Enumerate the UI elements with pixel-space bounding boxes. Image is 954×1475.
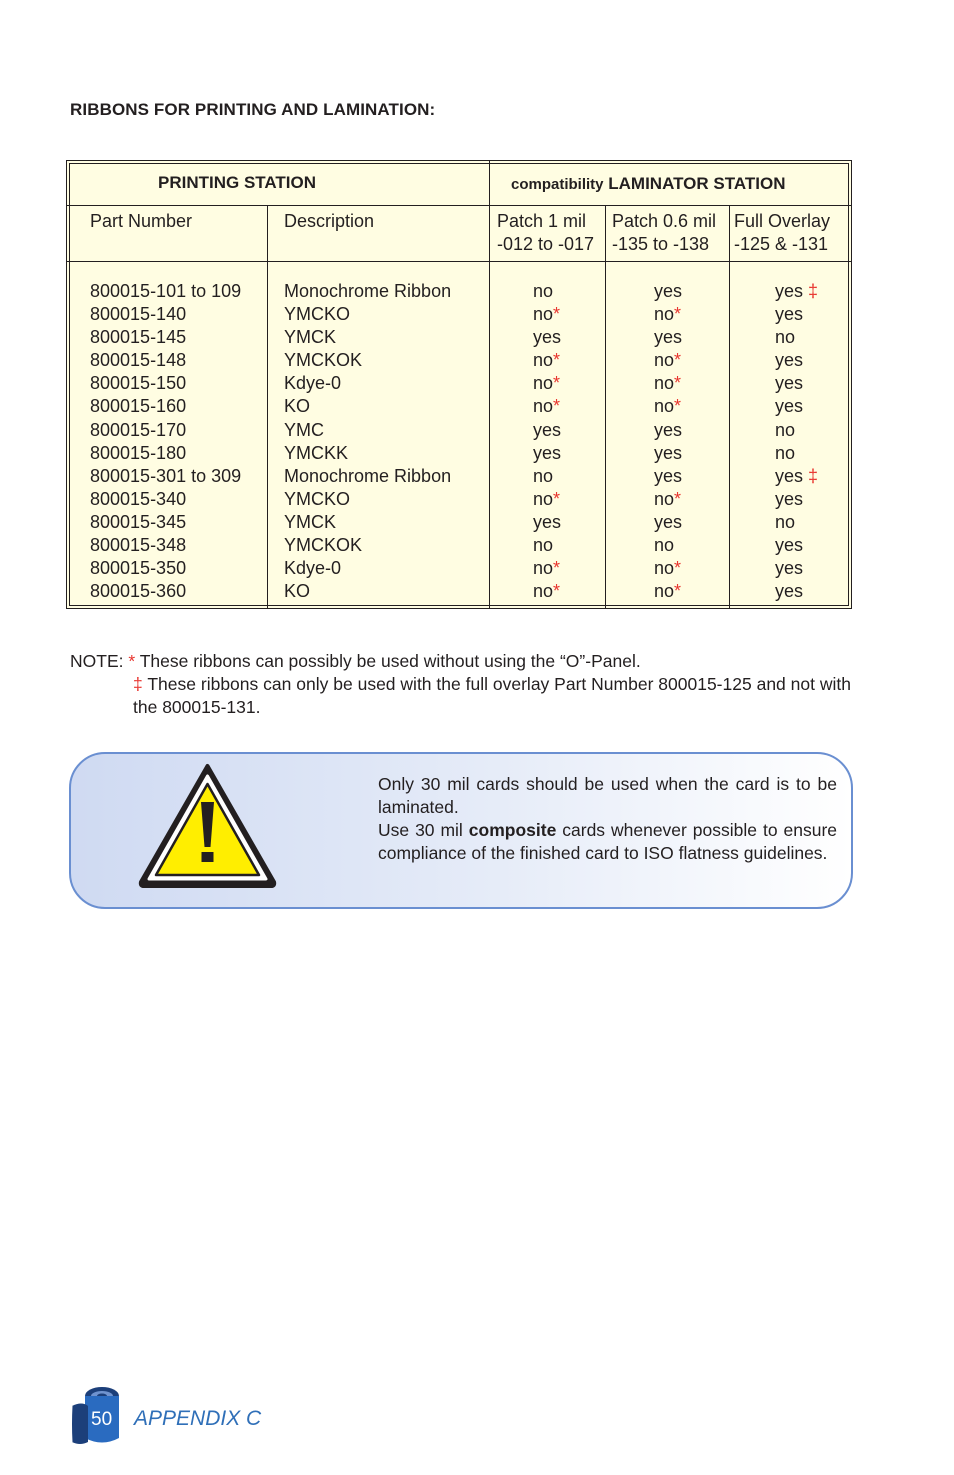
cell-part: 800015-301 to 309 — [90, 465, 242, 486]
cell-full: no — [775, 511, 796, 532]
table-divider — [489, 161, 490, 608]
cell-full: no — [775, 442, 796, 463]
cell-patch06: yes — [654, 465, 683, 486]
cell-part: 800015-348 — [90, 535, 187, 556]
cell-patch1: no* — [533, 581, 561, 602]
table-divider — [605, 205, 606, 608]
cell-full: yes — [775, 373, 804, 394]
cell-full: yes — [775, 304, 804, 325]
cell-patch06: no* — [654, 396, 682, 417]
cell-patch1: no* — [533, 350, 561, 371]
cell-desc: Monochrome Ribbon — [284, 465, 452, 486]
warning-line-2: Use 30 mil composite cards whenever possible to ensure compliance of the finished card to ISO flatness guidelines. — [378, 820, 838, 863]
cell-part: 800015-170 — [90, 419, 187, 440]
cell-desc: YMCKOK — [284, 350, 363, 371]
cell-patch1: no — [533, 535, 554, 556]
cell-patch06: no* — [654, 558, 682, 579]
warning-line-1: Only 30 mil cards should be used when the card is to be laminated. — [378, 774, 837, 817]
cell-desc: YMCKO — [284, 488, 351, 509]
table-divider — [267, 205, 268, 608]
header-laminator-station — [511, 174, 785, 194]
header-laminator-label: LAMINATOR STATION — [608, 174, 786, 193]
cell-patch1: no* — [533, 488, 561, 509]
note-star-symbol: * — [128, 651, 136, 671]
col-patch-1mil — [497, 210, 594, 256]
cell-part: 800015-180 — [90, 442, 187, 463]
cell-full: no — [775, 327, 796, 348]
cell-part: 800015-160 — [90, 396, 187, 417]
cell-patch1: yes — [533, 511, 562, 532]
header-printing-station: PRINTING STATION — [158, 173, 317, 192]
cell-full: yes — [775, 350, 804, 371]
col-patch-06mil — [612, 210, 716, 256]
cell-part: 800015-150 — [90, 373, 187, 394]
cell-patch06: yes — [654, 327, 683, 348]
table-divider — [67, 205, 851, 206]
cell-desc: KO — [284, 396, 311, 417]
cell-desc: YMCK — [284, 327, 337, 348]
cell-patch1: no* — [533, 373, 561, 394]
cell-desc: Kdye-0 — [284, 558, 342, 579]
cell-part: 800015-140 — [90, 304, 187, 325]
note-dagger — [133, 673, 851, 719]
cell-patch06: no — [654, 535, 675, 556]
col-full-overlay — [734, 210, 830, 256]
cell-patch06: no* — [654, 373, 682, 394]
cell-full: no — [775, 419, 796, 440]
cell-part: 800015-350 — [90, 558, 187, 579]
col-description: Description — [284, 211, 375, 231]
note-label: NOTE: — [70, 651, 124, 671]
cell-part: 800015-101 to 109 — [90, 281, 242, 301]
warning-triangle-icon — [137, 762, 278, 889]
cell-desc: Monochrome Ribbon — [284, 281, 452, 301]
cell-full: yes ‡ — [775, 281, 819, 301]
cell-patch06: no* — [654, 488, 682, 509]
cell-part: 800015-345 — [90, 511, 187, 532]
cell-patch1: yes — [533, 327, 562, 348]
note-dagger-text: These ribbons can only be used with the full overlay Part Number 800015-125 and not with the 800015-131. — [133, 674, 852, 717]
cell-patch06: yes — [654, 419, 683, 440]
section-label: APPENDIX C — [134, 1407, 262, 1430]
cell-full: yes — [775, 488, 804, 509]
cell-patch1: no — [533, 281, 554, 301]
section-heading: RIBBONS FOR PRINTING AND LAMINATION: — [70, 100, 436, 119]
table-divider — [67, 261, 851, 262]
cell-desc: YMCK — [284, 511, 337, 532]
cell-part: 800015-148 — [90, 350, 187, 371]
header-compatibility: compatibility — [511, 176, 604, 193]
cell-patch06: no* — [654, 304, 682, 325]
cell-desc: YMCKOK — [284, 535, 363, 556]
patch-1mil-column — [533, 280, 561, 603]
cell-desc: YMCKO — [284, 304, 351, 325]
cell-desc: KO — [284, 581, 311, 602]
cell-patch06: yes — [654, 442, 683, 463]
col-full-overlay-line2: -125 & -131 — [734, 234, 829, 254]
note-star — [70, 650, 641, 673]
note-dagger-symbol: ‡ — [133, 674, 143, 694]
cell-part: 800015-145 — [90, 327, 187, 348]
cell-patch06: yes — [654, 281, 683, 301]
warning-bold-word: composite — [468, 820, 557, 840]
col-patch-1mil-line1: Patch 1 mil — [497, 211, 587, 231]
cell-patch1: yes — [533, 442, 562, 463]
col-full-overlay-line1: Full Overlay — [734, 211, 831, 231]
part-number-column — [90, 280, 241, 603]
warning-text — [378, 773, 837, 865]
col-patch-06mil-line2: -135 to -138 — [612, 234, 710, 254]
patch-06mil-column — [654, 280, 682, 603]
cell-part: 800015-360 — [90, 581, 187, 602]
cell-full: yes — [775, 558, 804, 579]
description-column — [284, 280, 451, 603]
page-number: 50 — [91, 1409, 113, 1430]
cell-patch06: no* — [654, 581, 682, 602]
cell-full: yes — [775, 535, 804, 556]
cell-desc: Kdye-0 — [284, 373, 342, 394]
col-patch-1mil-line2: -012 to -017 — [497, 234, 595, 254]
cell-patch1: yes — [533, 419, 562, 440]
cell-desc: YMC — [284, 419, 324, 440]
cell-patch1: no* — [533, 396, 561, 417]
cell-patch1: no — [533, 465, 554, 486]
col-part-number: Part Number — [90, 211, 193, 231]
cell-patch1: no* — [533, 304, 561, 325]
table-divider — [729, 205, 730, 608]
cell-part: 800015-340 — [90, 488, 187, 509]
cell-patch06: no* — [654, 350, 682, 371]
cell-full: yes — [775, 396, 804, 417]
cell-full: yes ‡ — [775, 465, 819, 486]
cell-desc: YMCKK — [284, 442, 349, 463]
note-star-text: These ribbons can possibly be used without using the “O”-Panel. — [139, 651, 641, 671]
cell-full: yes — [775, 581, 804, 602]
ribbon-compatibility-table — [66, 160, 852, 609]
col-patch-06mil-line1: Patch 0.6 mil — [612, 211, 717, 231]
cell-patch1: no* — [533, 558, 561, 579]
cell-patch06: yes — [654, 511, 683, 532]
full-overlay-column — [775, 280, 818, 603]
